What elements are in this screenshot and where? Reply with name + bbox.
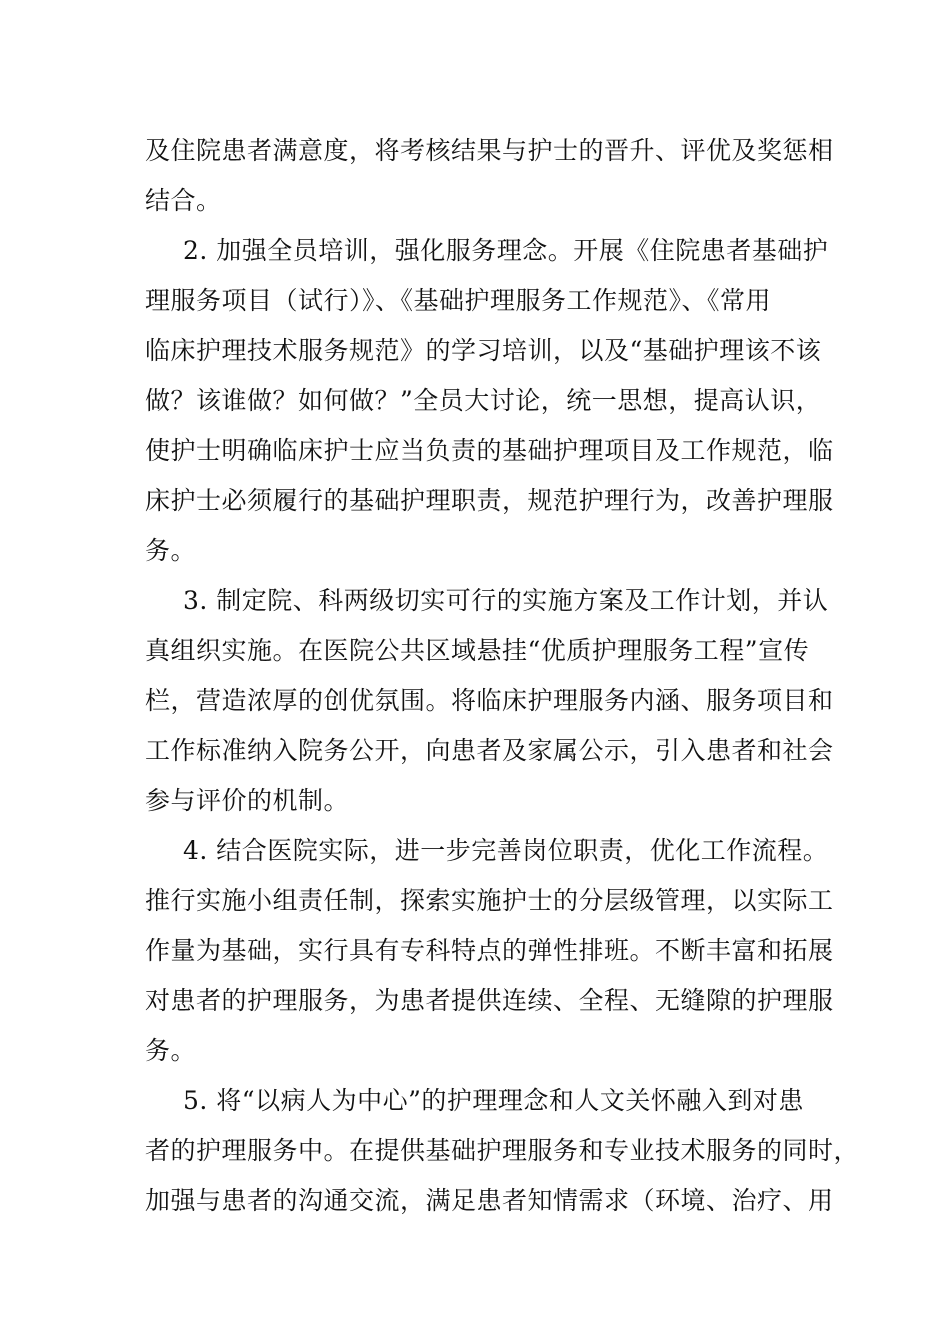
text-line: 理服务项目（试行）》、《基础护理服务工作规范》、《常用 <box>145 286 772 315</box>
paragraph-start-line: 5. 将“以病人为中心”的护理理念和人文关怀融入到对患 <box>183 1086 804 1115</box>
text-line: 临床护理技术服务规范》的学习培训，以及“基础护理该不该 <box>145 336 822 365</box>
text-line: 床护士必须履行的基础护理职责，规范护理行为，改善护理服 <box>145 486 834 515</box>
text-line: 参与评价的机制。 <box>145 786 350 815</box>
paragraph-start-line: 3. 制定院、科两级切实可行的实施方案及工作计划，并认 <box>183 586 829 615</box>
text-line: 工作标准纳入院务公开，向患者及家属公示，引入患者和社会 <box>145 736 834 765</box>
text-line: 对患者的护理服务，为患者提供连续、全程、无缝隙的护理服 <box>145 986 834 1015</box>
text-line: 栏，营造浓厚的创优氛围。将临床护理服务内涵、服务项目和 <box>145 686 834 715</box>
paragraph-start-line: 2. 加强全员培训，强化服务理念。开展《住院患者基础护 <box>183 236 829 265</box>
text-line: 使护士明确临床护士应当负责的基础护理项目及工作规范，临 <box>145 436 834 465</box>
text-line: 作量为基础，实行具有专科特点的弹性排班。不断丰富和拓展 <box>145 936 834 965</box>
text-line: 结合。 <box>145 186 222 215</box>
text-line: 真组织实施。在医院公共区域悬挂“优质护理服务工程”宣传 <box>145 636 810 665</box>
paragraph-start-line: 4. 结合医院实际，进一步完善岗位职责，优化工作流程。 <box>183 836 829 865</box>
text-line: 做？该谁做？如何做？”全员大讨论，统一思想，提高认识， <box>145 386 822 415</box>
text-line: 及住院患者满意度，将考核结果与护士的晋升、评优及奖惩相 <box>145 136 834 165</box>
text-line: 务。 <box>145 536 197 565</box>
text-line: 加强与患者的沟通交流，满足患者知情需求（环境、治疗、用 <box>145 1186 834 1215</box>
text-line: 者的护理服务中。在提供基础护理服务和专业技术服务的同时， <box>145 1136 860 1165</box>
text-line: 务。 <box>145 1036 197 1065</box>
text-line: 推行实施小组责任制，探索实施护士的分层级管理，以实际工 <box>145 886 834 915</box>
